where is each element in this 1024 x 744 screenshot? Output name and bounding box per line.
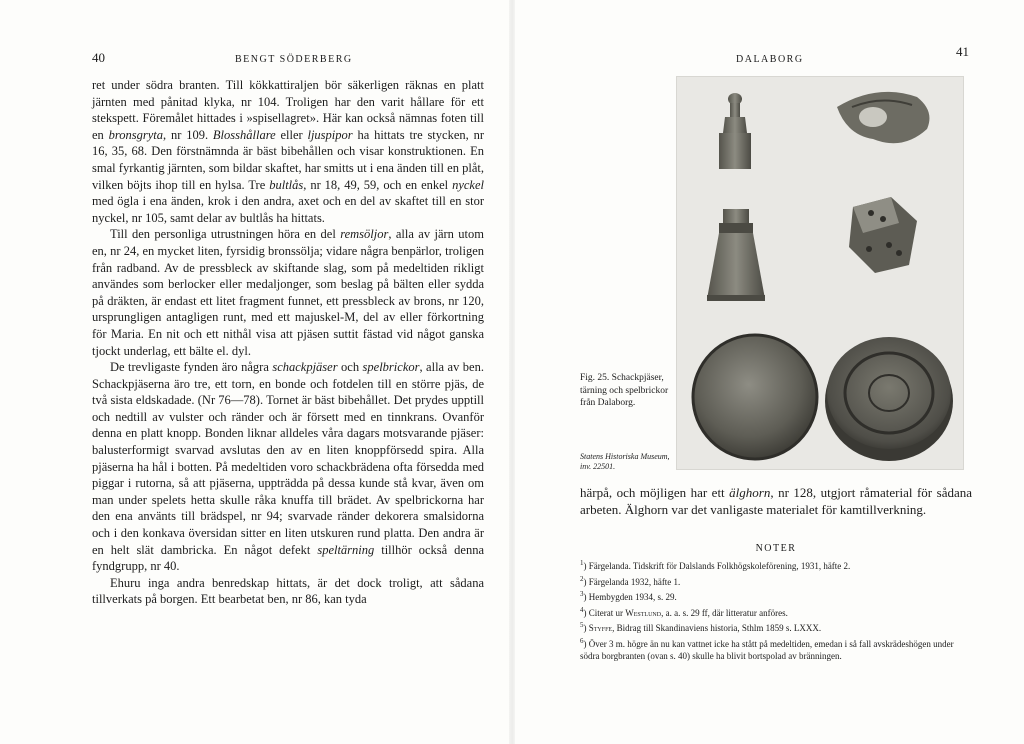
text-run: Hembygden 1934, s. 29. [588, 592, 677, 602]
text-run: ha hittats tre stycken, nr 16, 35, 68. Den förstnämnda är bäst bibehållen och visar konstruktionen. En smal fyrkantig järnten, som bildar skaftet, har smitts ut i ena änden till en plåt, vilken böjts ihop till en hylsa. Tre [92, 127, 484, 192]
page-number-left: 40 [92, 50, 105, 65]
footnote-number: 4 [580, 605, 584, 614]
italic-term: remsöljor [340, 227, 389, 242]
game-die [849, 197, 917, 273]
text-run: Westlund [625, 607, 662, 618]
footnote [580, 573, 972, 589]
text-run: , Bidrag till Skandinaviens historia, Sthlm 1859 s. LXXX. [612, 623, 822, 633]
text-run: Färgelanda 1932, häfte 1. [588, 576, 681, 587]
footnote [580, 604, 972, 620]
footnote-number: 6 [580, 636, 584, 645]
text-run: härpå, och möjligen har ett [580, 485, 730, 500]
footnote-number: 1 [580, 559, 584, 567]
footnote [580, 588, 972, 604]
body-paragraph [92, 359, 484, 575]
footnote-number: 3 [580, 590, 584, 598]
figure-caption: Fig. 25. Schackpjäser, tärning och spelbrickor från Dalaborg. [580, 373, 669, 408]
text-run: , alla av ben. Schackpjäserna äro tre, ett torn, en bonde och fotdelen till en större pjäs, de två sista eldskadade. (Nr 76—78). Tornet är bäst bibehållet. Det prydes upptill och nedtill av vulster och ränder och är försett med en tinnkrans. Ovanför denna en platt knopp. Bonden liknar alldeles våra dagars motsvarande pjäser: balusterformigt svarvad avslutas den av en liten knoppförsedd spira. Alla pjäserna ha hål i botten. På medeltiden voro schackbrädena ofta försedda med piggar i rutorna, så att pjäserna, uppträdda på dessa kunde stå kvar, även om man under spelets hetta skulle råka knuffa till brädet. Av spelbrickorna har den ena använts till brädspel, nr 94; svarvade ränder dekorera smalsidorna och i den konkava översidan sitter en liten utskuren rund platta. Den andra är en helt slät dambricka. En något defekt [92, 360, 484, 557]
footnote [580, 635, 972, 663]
text-run: och [337, 360, 363, 375]
text-run: De trevligaste fynden äro några [110, 360, 273, 375]
running-head-left: BENGT SÖDERBERG [235, 54, 353, 65]
text-run: med ögla i ena änden, krok i den andra, axet och en del av skaftet till en stor nyckel, nr 105, samt delar av bultlås ha hittats. [92, 194, 484, 225]
text-run: eller [275, 127, 308, 142]
italic-term: spelbrickor [362, 360, 420, 375]
italic-term: bultlås [269, 177, 304, 192]
footnote-marker: ) [583, 638, 589, 649]
figure-plate [676, 76, 964, 470]
text-run: , a. a. s. 29 ff, där litteratur anföres. [661, 607, 788, 618]
text-run: , alla av järn utom en, nr 24, en mycket liten, fyrsidig bronssölja; vidare några benpärlor, troligen från radband. Av de pressbleck av skiftande slag, som på medeltiden rikligt användes som berlocker eller medaljonger, som beslag på bälten eller sydda på dräkten, är endast ett litet fragment funnet, ett pressbleck av brons, nr 120, ursprungligen antagligen runt, med ett majuskel-M, del av eller förkortning för Maria. En nit och ett nithål visa att pjäsen suttit fästad vid något ganska tjockt underlag, ett bälte el. dyl. [92, 227, 484, 358]
footnote-number: 5 [580, 621, 584, 629]
pawn-chess-piece [719, 93, 751, 169]
figure-photo [677, 77, 963, 469]
body-paragraph [92, 575, 484, 608]
italic-term: bronsgryta [108, 127, 164, 142]
text-run: , nr 128, utgjort råmaterial för sådana arbeten. Älghorn var det vanligaste materialet för kamtillverkning. [580, 485, 972, 517]
notes-heading: NOTER [755, 543, 797, 554]
running-head-right: DALABORG [736, 54, 804, 65]
game-disc-right [825, 337, 953, 461]
right-body-text [580, 484, 972, 518]
footnote-marker: ) [583, 592, 589, 602]
text-run: Till den personliga utrustningen höra en del [110, 227, 341, 242]
footnotes-list [580, 557, 972, 663]
footnote-marker: ) [583, 607, 589, 618]
text-run: Över 3 m. högre än nu kan vattnet icke ha stått på medeltiden, emedan i så fall avskrädeshögen under södra borgbranten (ovan s. 40) skulle ha blivit bortspolad av bränningen. [580, 638, 954, 661]
text-run: Ehuru inga andra benredskap hittats, är det dock troligt, att sådana tillverkats på borgen. Ett bearbetat ben, nr 86, kan tyda [92, 575, 484, 607]
footnote [580, 557, 972, 573]
text-run: Citerat ur [588, 607, 626, 618]
italic-term: nyckel [452, 177, 484, 192]
text-run: Färgelanda. Tidskrift för Dalslands Folkhögskoleförening, 1931, häfte 2. [588, 561, 851, 571]
text-run: tillhör också denna fyndgrupp, nr 40. [92, 542, 484, 574]
text-run: , nr 18, 49, 59, och en enkel [303, 177, 453, 192]
footnote-number: 2 [580, 574, 584, 583]
body-paragraph [92, 77, 484, 226]
italic-term: älghorn [729, 485, 771, 500]
italic-term: schackpjäser [272, 360, 338, 375]
bone-fragment [837, 92, 929, 143]
footnote-marker: ) [583, 561, 589, 571]
left-body-text [92, 77, 484, 608]
italic-term: speltärning [317, 542, 375, 557]
photo-credit: Statens Historiska Museum, inv. 22501. [580, 452, 670, 471]
text-run: Styffe [588, 623, 613, 633]
body-paragraph [92, 226, 484, 359]
italic-term: ljuspipor [307, 127, 353, 142]
italic-term: Blosshållare [212, 127, 276, 142]
page-number-right: 41 [956, 44, 969, 59]
game-disc-left [693, 335, 817, 459]
footnote-marker: ) [583, 576, 589, 587]
footnote-marker: ) [583, 623, 589, 633]
text-run: , nr 109. [163, 127, 213, 142]
text-run: ret under södra branten. Till kökkattiraljen bör säkerligen räknas en platt järnten med pånitad klyka, nr 104. Troligen har den varit hållare för ett stekspett. Föremålet hittades i »spisellagret». Här kan också nämnas foten till en [92, 78, 484, 142]
tower-chess-piece [707, 209, 765, 301]
footnote [580, 619, 972, 635]
